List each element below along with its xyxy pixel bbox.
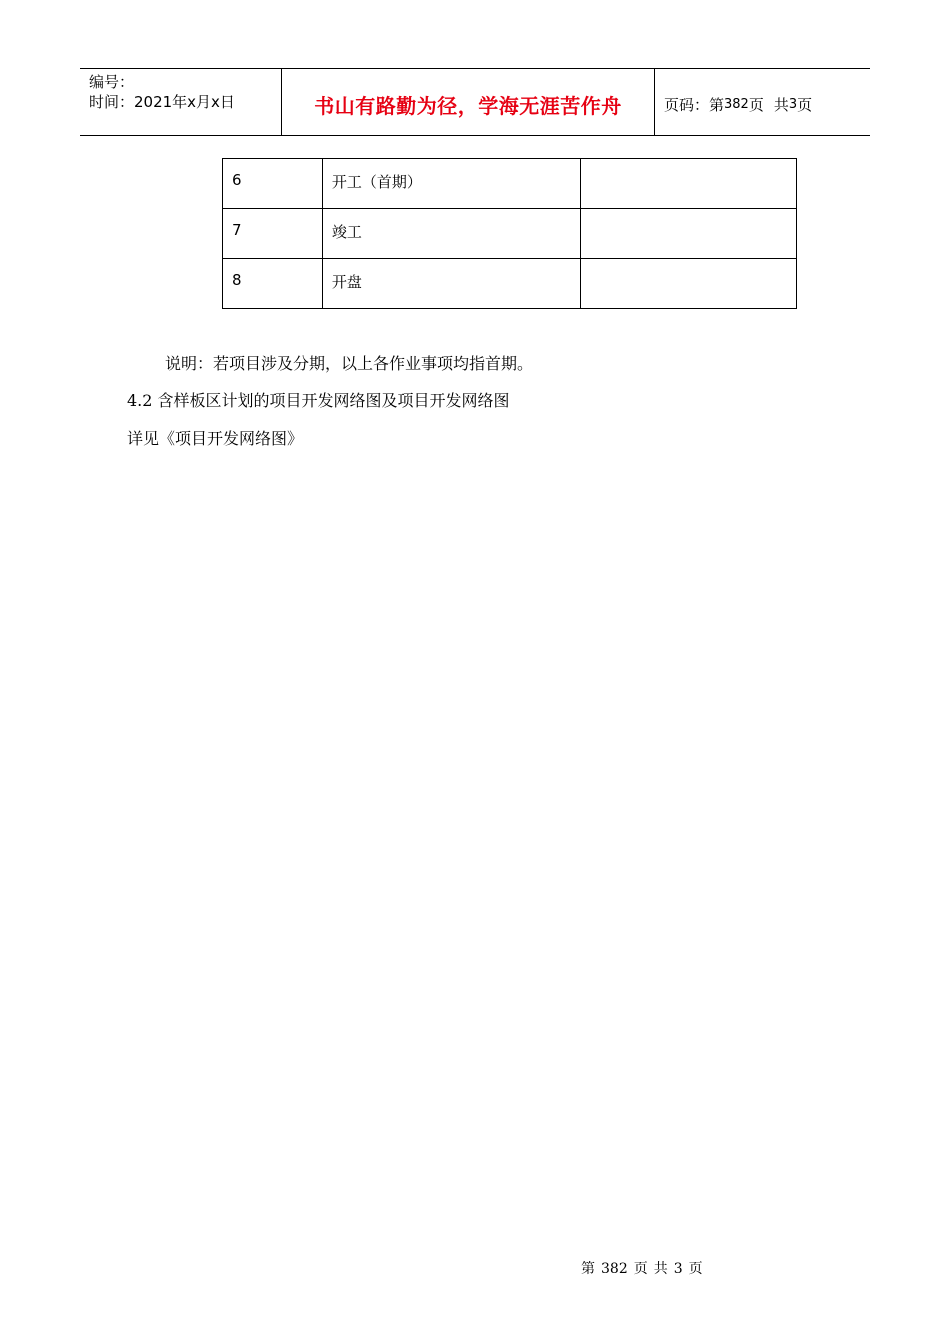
header-motto-cell [282,69,655,135]
page-prefix: 页码：第 [664,95,725,114]
document-date: 时间：2021年x月x日 [89,93,235,111]
section-heading: 4.2 含样板区计划的项目开发网络图及项目开发网络图 [127,391,510,410]
row-note [581,209,797,259]
row-number: 6 [223,159,323,209]
table-row [223,259,797,309]
table-row [223,209,797,259]
document-header [80,68,870,136]
row-note [581,259,797,309]
header-info-cell [80,69,282,135]
row-item: 开工（首期） [322,159,581,209]
section-detail: 详见《项目开发网络图》 [127,429,304,448]
row-item: 竣工 [322,209,581,259]
footer-suffix: 页 [688,1261,703,1277]
footer-page-number: 382 [601,1261,628,1277]
footer-mid: 页 [633,1261,648,1277]
table-note: 说明：若项目涉及分期，以上各作业事项均指首期。 [165,354,534,373]
footer-total: 3 [673,1261,683,1277]
page-footer [581,1258,709,1278]
row-item: 开盘 [322,259,581,309]
footer-prefix: 第 [581,1261,595,1277]
total-prefix: 共 [773,95,789,114]
total-suffix: 页 [797,95,813,114]
header-motto: 书山有路勤为径，学海无涯苦作舟 [314,93,622,118]
footer-total-prefix: 共 [653,1261,668,1277]
page-number: 382 [724,96,749,112]
row-number: 8 [223,259,323,309]
table-row [223,159,797,209]
row-note [581,159,797,209]
schedule-table [222,158,797,309]
total-pages: 3 [788,96,798,112]
header-page-cell [655,69,870,135]
page-mid: 页 [748,95,764,114]
row-number: 7 [223,209,323,259]
document-number-label: 编号： [89,73,135,91]
